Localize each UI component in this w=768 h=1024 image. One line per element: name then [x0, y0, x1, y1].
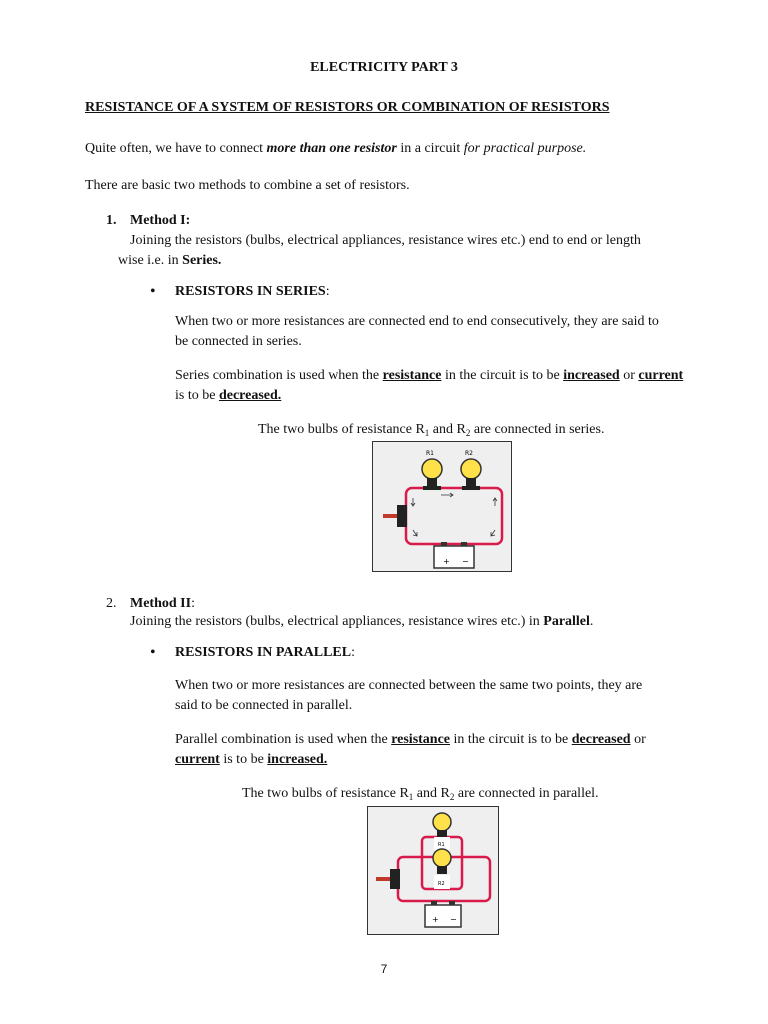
- battery-plus: +: [443, 557, 450, 566]
- series-wire-loop: [406, 488, 502, 544]
- bulb-r2: [433, 849, 451, 867]
- battery-minus: −: [462, 557, 469, 566]
- intro-italic: for practical purpose.: [463, 141, 587, 156]
- label-r1: R1: [438, 842, 445, 848]
- parallel-subheading-colon: :: [351, 645, 355, 660]
- parallel-para2-mid3: is to be: [219, 752, 268, 767]
- parallel-keyword-decreased: decreased: [571, 732, 631, 747]
- intro-paragraph: [85, 139, 586, 159]
- switch-lever: [376, 877, 390, 881]
- label-r1: R1: [426, 450, 434, 457]
- bulb-r2: [461, 459, 481, 479]
- series-subheading-text: RESISTORS IN SERIES: [175, 284, 326, 299]
- method1-line2-bold: Series.: [182, 253, 222, 268]
- parallel-subheading-text: RESISTORS IN PARALLEL: [175, 645, 352, 660]
- parallel-para2-mid1: in the circuit is to be: [450, 732, 572, 747]
- section-heading: RESISTANCE OF A SYSTEM OF RESISTORS OR COMBINATION OF RESISTORS: [85, 100, 610, 115]
- current-arrow: [441, 493, 453, 497]
- page-number: 7: [380, 962, 388, 976]
- switch-body: [397, 505, 407, 527]
- parallel-caption-pre: The two bulbs of resistance R: [242, 786, 409, 801]
- method1-line1: Joining the resistors (bulbs, electrical appliances, resistance wires etc.) end to end or length: [130, 233, 641, 248]
- series-subheading-colon: :: [325, 284, 330, 299]
- series-keyword-current: current: [638, 368, 684, 383]
- series-para1-line2: be connected in series.: [175, 334, 302, 349]
- parallel-keyword-increased: increased.: [267, 752, 328, 767]
- method1-line2-pre: wise i.e. in: [118, 253, 183, 268]
- parallel-para2-line1: [175, 730, 646, 750]
- series-keyword-decreased: decreased.: [218, 388, 282, 403]
- parallel-para1-line2: said to be connected in parallel.: [175, 698, 353, 713]
- parallel-keyword-current: current: [175, 752, 220, 767]
- method1-line2: [118, 251, 221, 271]
- method1-number: 1.: [106, 213, 117, 228]
- series-caption-sub2: 2: [465, 428, 471, 438]
- parallel-caption-sub1: 1: [408, 792, 414, 802]
- series-subheading: [175, 282, 330, 302]
- method2-line1: [130, 612, 593, 632]
- series-para2-line2: [175, 386, 281, 406]
- parallel-keyword-resistance: resistance: [391, 732, 451, 747]
- switch-lever: [383, 514, 397, 518]
- method2-line1-pre: Joining the resistors (bulbs, electrical appliances, resistance wires etc.) in: [130, 614, 544, 629]
- label-r2: R2: [438, 881, 445, 887]
- parallel-subheading: [175, 643, 355, 663]
- series-caption-post: are connected in series.: [470, 422, 605, 437]
- series-para1-line1: When two or more resistances are connected end to end consecutively, they are said to: [175, 314, 659, 329]
- battery-minus: −: [450, 915, 457, 924]
- label-r2: R2: [465, 450, 473, 457]
- series-para2-pre: Series combination is used when the: [175, 368, 383, 383]
- bullet-icon: •: [150, 644, 156, 661]
- intro-emphasis: more than one resistor: [266, 141, 397, 156]
- bullet-icon: •: [150, 283, 156, 300]
- parallel-para2-pre: Parallel combination is used when the: [175, 732, 392, 747]
- parallel-para1-line1: When two or more resistances are connected between the same two points, they are: [175, 678, 643, 693]
- series-caption: [258, 420, 604, 440]
- parallel-circuit-figure: [367, 806, 499, 935]
- parallel-circuit-diagram: [368, 807, 498, 934]
- series-keyword-increased: increased: [563, 368, 620, 383]
- parallel-para2-line2: [175, 750, 327, 770]
- parallel-para2-mid2: or: [630, 732, 646, 747]
- battery-plus: +: [432, 915, 439, 924]
- series-para2-mid2: or: [619, 368, 639, 383]
- series-para2-mid1: in the circuit is to be: [441, 368, 564, 383]
- parallel-caption-sub2: 2: [449, 792, 455, 802]
- parallel-caption-post: are connected in parallel.: [454, 786, 599, 801]
- series-caption-sub1: 1: [424, 428, 430, 438]
- method2-line1-post: .: [589, 614, 594, 629]
- series-circuit-figure: [372, 441, 512, 572]
- series-keyword-resistance: resistance: [382, 368, 442, 383]
- switch-body: [390, 869, 400, 889]
- method2-heading-text: Method II: [130, 596, 192, 611]
- method2-number: 2.: [106, 596, 117, 611]
- bulb-r1: [433, 813, 451, 831]
- parallel-caption: [242, 784, 599, 804]
- methods-intro: There are basic two methods to combine a set of resistors.: [85, 178, 410, 193]
- page-title: ELECTRICITY PART 3: [310, 60, 458, 75]
- parallel-caption-and: and R: [413, 786, 450, 801]
- series-caption-pre: The two bulbs of resistance R: [258, 422, 425, 437]
- series-circuit-diagram: [373, 442, 511, 571]
- series-para2-line2-pre: is to be: [175, 388, 219, 403]
- intro-pre: Quite often, we have to connect: [85, 141, 267, 156]
- bulb-r1: [422, 459, 442, 479]
- method1-heading: Method I:: [130, 213, 191, 228]
- method2-heading: [130, 594, 195, 614]
- series-para2-line1: [175, 366, 683, 386]
- method2-line1-bold: Parallel: [543, 614, 590, 629]
- intro-mid: in a circuit: [396, 141, 464, 156]
- series-caption-and: and R: [429, 422, 466, 437]
- method2-heading-colon: :: [191, 596, 195, 611]
